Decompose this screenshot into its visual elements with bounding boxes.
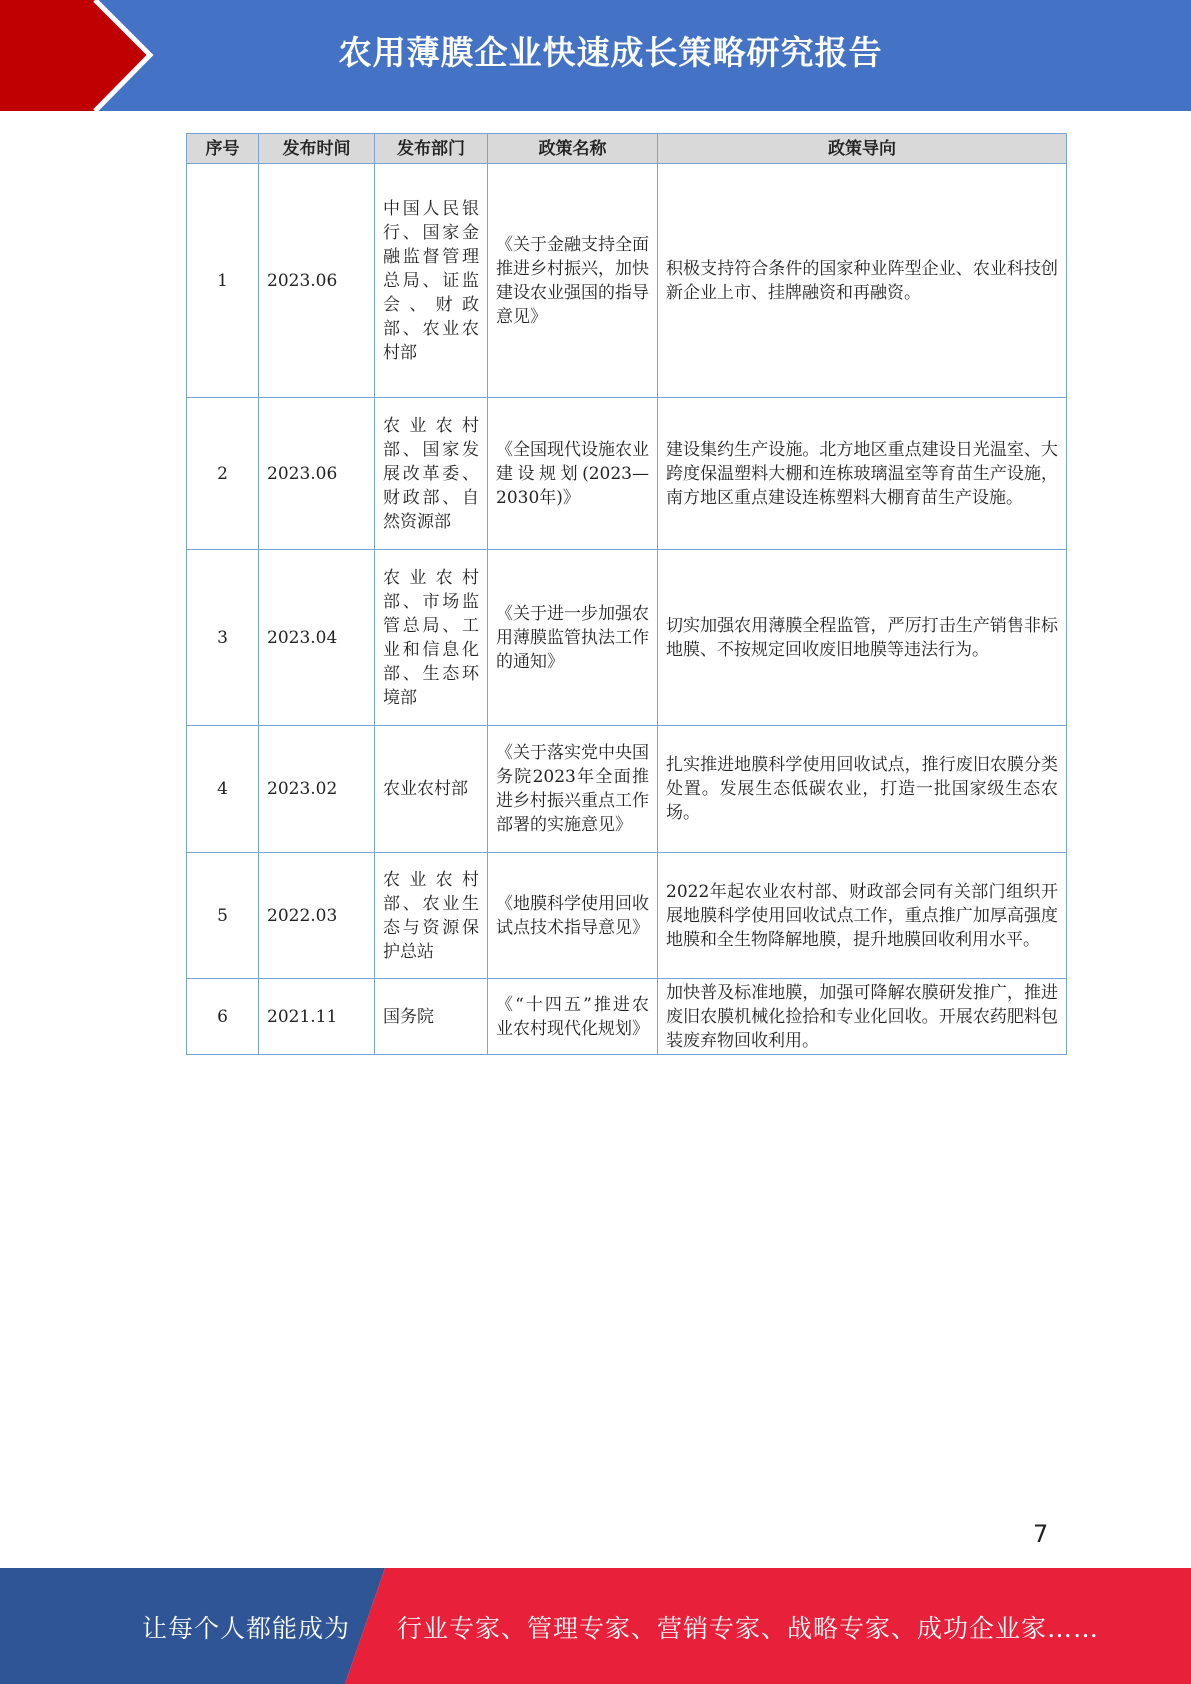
row-dept: 农业农村部、国家发展改革委、财政部、自然资源部 bbox=[375, 398, 488, 550]
row-guide: 积极支持符合条件的国家种业阵型企业、农业科技创新企业上市、挂牌融资和再融资。 bbox=[658, 164, 1067, 398]
column-header-no: 序号 bbox=[187, 134, 259, 164]
row-guide: 2022年起农业农村部、财政部会同有关部门组织开展地膜科学使用回收试点工作，重点推广加厚高强度地膜和全生物降解地膜，提升地膜回收利用水平。 bbox=[658, 853, 1067, 979]
table-header-row bbox=[187, 134, 1067, 164]
footer-slogan-left: 让每个人都能成为 bbox=[142, 1614, 351, 1643]
page-number: 7 bbox=[1033, 1520, 1049, 1548]
row-date: 2023.02 bbox=[259, 726, 375, 853]
table-row bbox=[187, 979, 1067, 1055]
column-header-date: 发布时间 bbox=[259, 134, 375, 164]
policy-table bbox=[186, 133, 1067, 1055]
row-dept: 国务院 bbox=[375, 979, 488, 1055]
row-policy-name: 《关于落实党中央国务院2023年全面推进乡村振兴重点工作部署的实施意见》 bbox=[488, 726, 658, 853]
page-footer bbox=[0, 1568, 1191, 1684]
column-header-name: 政策名称 bbox=[488, 134, 658, 164]
row-dept: 农业农村部、农业生态与资源保护总站 bbox=[375, 853, 488, 979]
row-date: 2023.04 bbox=[259, 550, 375, 726]
row-no: 3 bbox=[187, 550, 259, 726]
row-no: 1 bbox=[187, 164, 259, 398]
row-policy-name: 《地膜科学使用回收试点技术指导意见》 bbox=[488, 853, 658, 979]
row-dept: 农业农村部 bbox=[375, 726, 488, 853]
row-guide: 扎实推进地膜科学使用回收试点，推行废旧农膜分类处置。发展生态低碳农业，打造一批国家级生态农场。 bbox=[658, 726, 1067, 853]
table-row bbox=[187, 726, 1067, 853]
row-date: 2022.03 bbox=[259, 853, 375, 979]
row-no: 2 bbox=[187, 398, 259, 550]
row-date: 2023.06 bbox=[259, 164, 375, 398]
row-policy-name: 《“十四五”推进农业农村现代化规划》 bbox=[488, 979, 658, 1055]
table-row bbox=[187, 164, 1067, 398]
column-header-dept: 发布部门 bbox=[375, 134, 488, 164]
row-guide: 建设集约生产设施。北方地区重点建设日光温室、大跨度保温塑料大棚和连栋玻璃温室等育苗生产设施，南方地区重点建设连栋塑料大棚育苗生产设施。 bbox=[658, 398, 1067, 550]
row-date: 2023.06 bbox=[259, 398, 375, 550]
row-guide: 加快普及标准地膜，加强可降解农膜研发推广，推进废旧农膜机械化捡拾和专业化回收。开展农药肥料包装废弃物回收利用。 bbox=[658, 979, 1067, 1055]
page-title: 农用薄膜企业快速成长策略研究报告 bbox=[338, 33, 883, 72]
page-header bbox=[0, 0, 1191, 111]
table-row bbox=[187, 550, 1067, 726]
row-dept: 中国人民银行、国家金融监督管理总局、证监会、财政部、农业农村部 bbox=[375, 164, 488, 398]
table-row bbox=[187, 398, 1067, 550]
row-policy-name: 《全国现代设施农业建设规划(2023—2030年)》 bbox=[488, 398, 658, 550]
row-guide: 切实加强农用薄膜全程监管，严厉打击生产销售非标地膜、不按规定回收废旧地膜等违法行为。 bbox=[658, 550, 1067, 726]
row-no: 6 bbox=[187, 979, 259, 1055]
row-no: 4 bbox=[187, 726, 259, 853]
row-dept: 农业农村部、市场监管总局、工业和信息化部、生态环境部 bbox=[375, 550, 488, 726]
row-no: 5 bbox=[187, 853, 259, 979]
row-policy-name: 《关于金融支持全面推进乡村振兴，加快建设农业强国的指导意见》 bbox=[488, 164, 658, 398]
row-policy-name: 《关于进一步加强农用薄膜监管执法工作的通知》 bbox=[488, 550, 658, 726]
table-row bbox=[187, 853, 1067, 979]
row-date: 2021.11 bbox=[259, 979, 375, 1055]
footer-slogan-right: 行业专家、管理专家、营销专家、战略专家、成功企业家…… bbox=[397, 1614, 1100, 1643]
column-header-guide: 政策导向 bbox=[658, 134, 1067, 164]
